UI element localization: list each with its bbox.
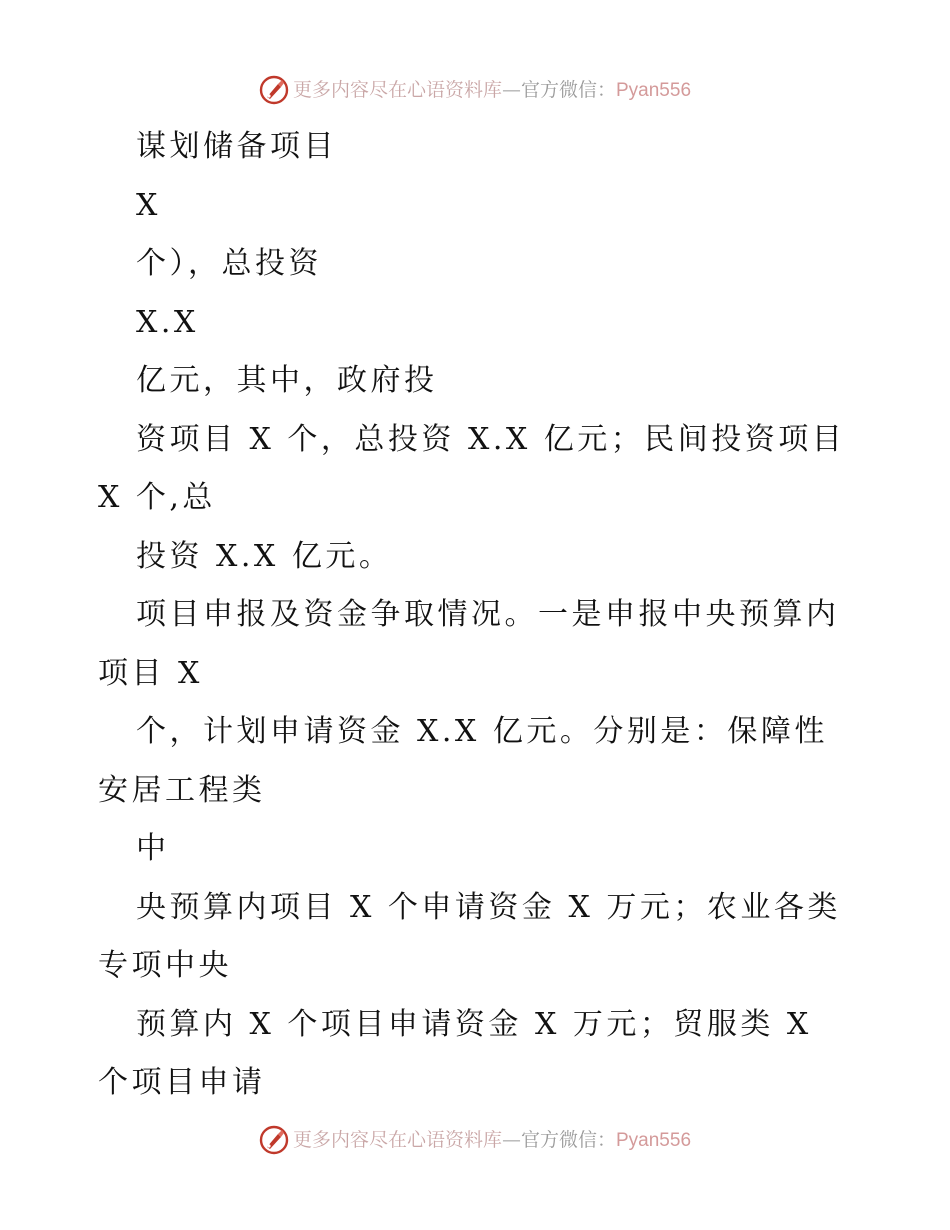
text-line: 预算内 X 个项目申请资金 X 万元；贸服类 X — [136, 1006, 812, 1042]
text-line: 个），总投资 — [136, 246, 322, 281]
text-line: 个项目申请 — [98, 1065, 266, 1100]
footer-watermark — [0, 1122, 950, 1158]
text-line: 谋划储备项目 — [136, 129, 337, 164]
text-line: 项目申报及资金争取情况。一是申报中央预算内 — [136, 597, 840, 632]
text-line: 投资 X.X 亿元。 — [136, 538, 393, 574]
header-watermark — [0, 72, 950, 108]
text-line: 中 — [136, 831, 170, 866]
watermark-wechat-id: Pyan556 — [616, 1129, 692, 1151]
text-line: X — [136, 187, 161, 223]
text-line: 项目 X — [98, 655, 203, 691]
watermark-official-label: 官方微信： — [520, 1128, 616, 1151]
watermark-site-name: 更多内容尽在心语资料库 — [292, 1128, 502, 1151]
pen-logo-icon — [259, 75, 289, 105]
pen-logo-icon — [259, 1125, 289, 1155]
text-line: 央预算内项目 X 个申请资金 X 万元；农业各类 — [136, 889, 841, 925]
watermark-site-name: 更多内容尽在心语资料库 — [292, 78, 502, 101]
text-line: 资项目 X 个，总投资 X.X 亿元；民间投资项目 — [136, 421, 846, 457]
text-line: 个，计划申请资金 X.X 亿元。分别是：保障性 — [136, 714, 828, 749]
watermark-dash: — — [501, 78, 521, 101]
watermark-text — [293, 72, 691, 109]
text-line: 专项中央 — [98, 948, 232, 983]
text-line: X.X — [136, 304, 199, 340]
text-line: 安居工程类 — [98, 772, 266, 808]
watermark-text — [293, 1122, 691, 1159]
text-line: X 个,总 — [98, 480, 216, 515]
text-line: 亿元，其中，政府投 — [136, 363, 438, 398]
watermark-dash: — — [501, 1128, 521, 1151]
watermark-wechat-id: Pyan556 — [616, 79, 692, 101]
watermark-official-label: 官方微信： — [520, 78, 616, 101]
document-body — [0, 118, 950, 1113]
